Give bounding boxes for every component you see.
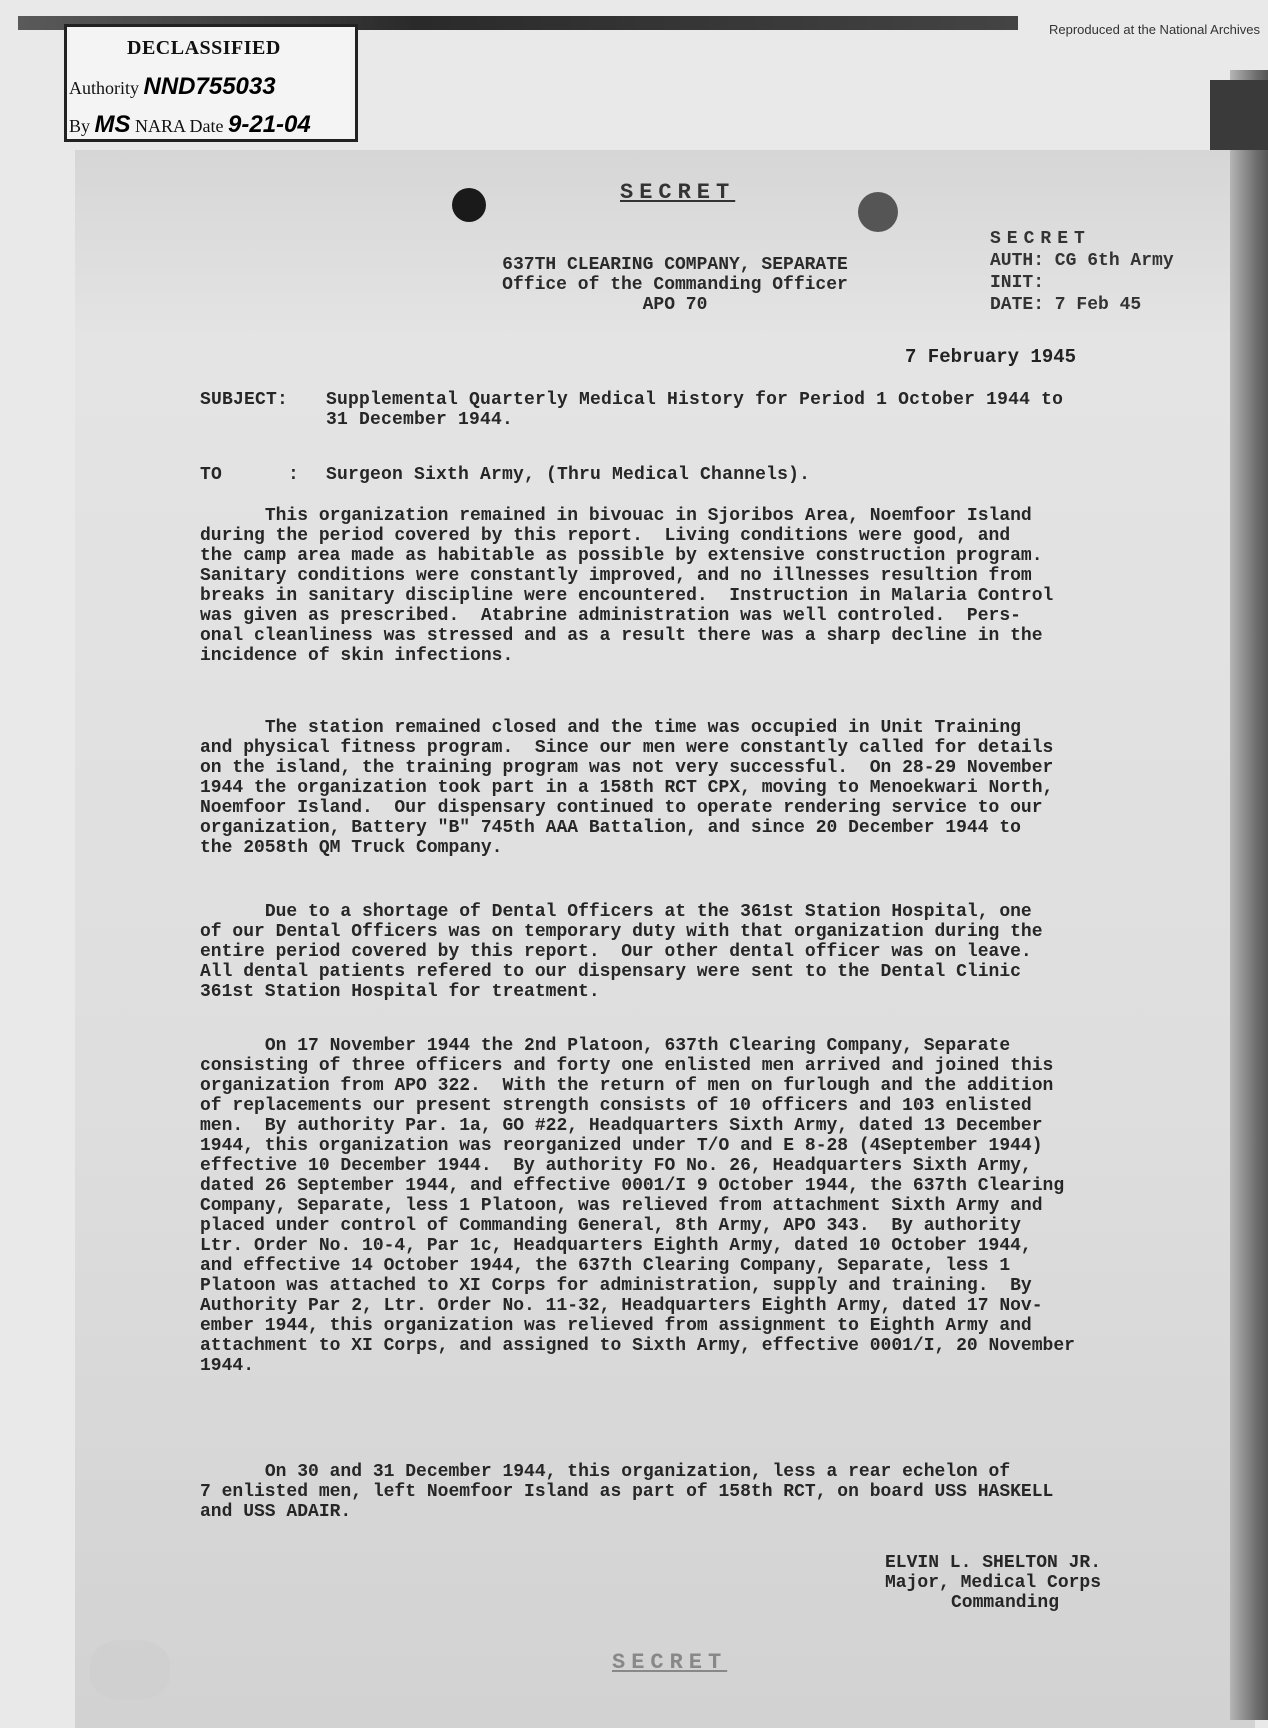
auth-date: DATE: 7 Feb 45 xyxy=(990,295,1142,315)
signer-name: ELVIN L. SHELTON JR. xyxy=(885,1553,1102,1573)
to-label: TO : xyxy=(200,465,300,485)
auth-block xyxy=(990,228,1174,316)
classification-header: SECRET xyxy=(620,180,736,205)
stamp-nara-label: NARA Date xyxy=(135,116,224,136)
declassified-stamp xyxy=(64,24,358,142)
signer-title: Commanding xyxy=(951,1593,1060,1613)
archives-label: Reproduced at the National Archives xyxy=(1048,22,1260,37)
auth-init: INIT: xyxy=(990,273,1045,293)
signer-rank: Major, Medical Corps xyxy=(885,1573,1102,1593)
stamp-title: DECLASSIFIED xyxy=(127,37,281,59)
stamp-authority-value: NND755033 xyxy=(143,73,276,100)
stamp-by-label: By xyxy=(69,116,91,136)
unit-header xyxy=(440,255,910,315)
auth-classification: SECRET xyxy=(990,229,1091,249)
body-paragraph-2: The station remained closed and the time was occupied in Unit Training and physical fitness program. Since our men were constantly called for details on the island, the training program was not very successful. On 28-29 November 1944 the organization took part in a 158th RCT CPX, moving to Menoekwari North, Noemfoor Island. Our dispensary continued to operate rendering service to our organization, Battery "B" 745th AAA Battalion, and since 20 December 1944 to the 2058th QM Truck Company. xyxy=(200,718,1054,858)
body-paragraph-5: On 30 and 31 December 1944, this organization, less a rear echelon of 7 enlisted men, left Noemfoor Island as part of 158th RCT, on board USS HASKELL and USS ADAIR. xyxy=(200,1462,1054,1522)
signature-block xyxy=(885,1553,1101,1613)
scan-corner-shadow xyxy=(1210,80,1268,150)
body-paragraph-4: On 17 November 1944 the 2nd Platoon, 637th Clearing Company, Separate consisting of three officers and forty one enlisted men arrived and joined this organization from APO 322. With the return of men on furlough and the addition of replacements our present strength consists of 10 officers and 103 enlisted men. By authority Par. 1a, GO #22, Headquarters Sixth Army, dated 13 December 1944, this organization was reorganized under T/O and E 8-28 (4September 1944) effective 10 December 1944. By authority FO No. 26, Headquarters Sixth Army, dated 26 September 1944, and effective 0001/I 9 October 1944, the 637th Clearing Company, Separate, less 1 Platoon, was relieved from attachment Sixth Army and placed under control of Commanding General, 8th Army, APO 343. By authority Ltr. Order No. 10-4, Par 1c, Headquarters Eighth Army, dated 10 October 1944, and effective 14 October 1944, the 637th Clearing Company, Separate, less 1 Platoon was attached to XI Corps for administration, supply and training. By Authority Par 2, Ltr. Order No. 11-32, Headquarters Eighth Army, dated 17 Nov- ember 1944, this organization was relieved from assignment to Eighth Army and attachment to XI Corps, and assigned to Sixth Army, effective 0001/I, 20 November 1944. xyxy=(200,1036,1075,1376)
stamp-date-value: 9-21-04 xyxy=(228,111,311,138)
stamp-authority-line xyxy=(69,73,276,101)
punch-hole-right xyxy=(858,192,898,232)
auth-line: AUTH: CG 6th Army xyxy=(990,251,1174,271)
scan-right-edge xyxy=(1230,70,1268,1720)
punch-hole-left xyxy=(452,188,486,222)
unit-apo: APO 70 xyxy=(642,295,708,315)
unit-office: Office of the Commanding Officer xyxy=(502,275,848,295)
subject-text: Supplemental Quarterly Medical History for Period 1 October 1944 to 31 December 1944. xyxy=(326,390,1064,430)
scan-smudge xyxy=(90,1640,170,1700)
unit-name: 637TH CLEARING COMPANY, SEPARATE xyxy=(502,255,848,275)
stamp-authority-label: Authority xyxy=(69,78,139,98)
classification-footer: SECRET xyxy=(612,1650,728,1675)
letter-date: 7 February 1945 xyxy=(905,346,1077,368)
subject-label: SUBJECT: xyxy=(200,390,289,410)
body-paragraph-1: This organization remained in bivouac in Sjoribos Area, Noemfoor Island during the period covered by this report. Living conditions were good, and the camp area made as habitable as possible by extensive construction program. Sanitary conditions were constantly improved, and no illnesses resultion from breaks in sanitary discipline were encountered. Instruction in Malaria Control was given as prescribed. Atabrine administration was well controled. Pers- onal cleanliness was stressed and as a result there was a sharp decline in the incidence of skin infections. xyxy=(200,506,1054,666)
body-paragraph-3: Due to a shortage of Dental Officers at the 361st Station Hospital, one of our Dental Officers was on temporary duty with that organization during the entire period covered by this report. Our other dental officer was on leave. All dental patients refered to our dispensary were sent to the Dental Clinic 361st Station Hospital for treatment. xyxy=(200,902,1043,1002)
stamp-by-line xyxy=(69,111,311,139)
stamp-initials: MS xyxy=(94,111,131,138)
to-text: Surgeon Sixth Army, (Thru Medical Channels). xyxy=(326,465,811,485)
subject-line xyxy=(200,390,1064,450)
